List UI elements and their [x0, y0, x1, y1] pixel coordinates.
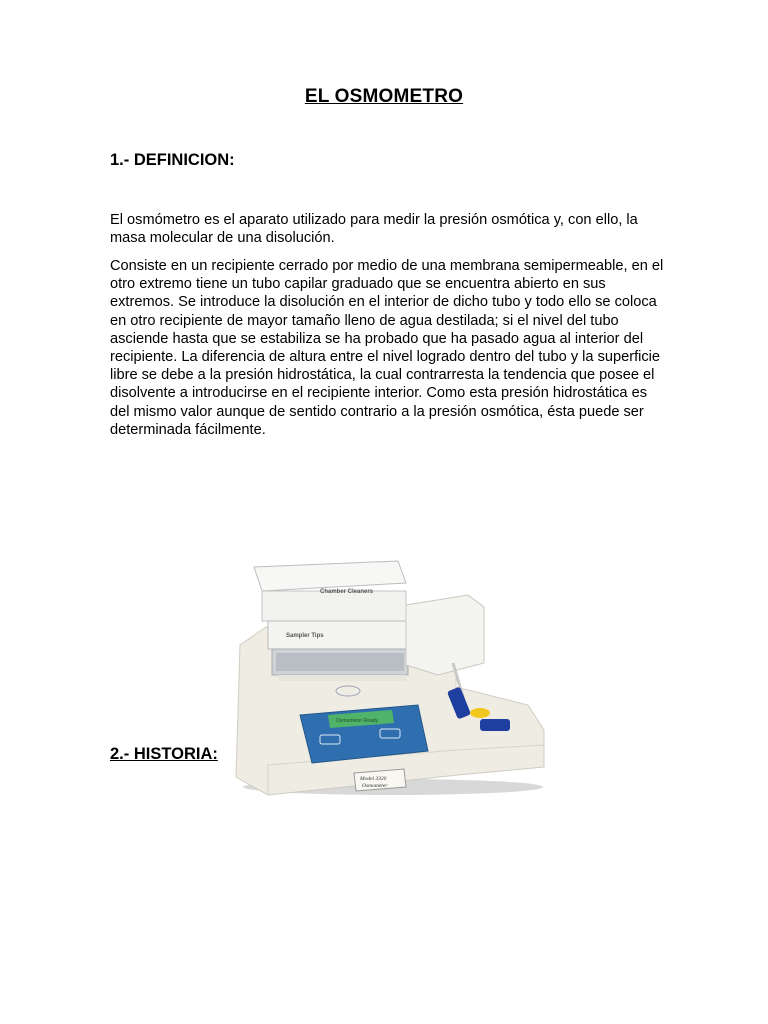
osmometer-photo — [228, 555, 548, 800]
sample-cap — [406, 595, 484, 675]
tray-top — [254, 561, 406, 591]
osmometer-illustration — [228, 555, 548, 800]
paragraph-definition: El osmómetro es el aparato utilizado para medir la presión osmótica y, con ello, la masa molecular de una disolución. — [110, 212, 638, 247]
sampler-label: Sampler Tips — [286, 633, 324, 639]
paragraph-description: Consiste en un recipiente cerrado por medio de una membrana semipermeable, en el otro extremo tiene un tubo capilar graduado que se encuentra abierto en sus extremos. Se introduce la disolución en el interior de dicho tubo y todo ello se coloca en otro recipiente de mayor tamaño lleno de agua destilada; si el nivel del tubo asciende hasta que se estabiliza se ha probado que ha pasado agua al interior del recipiente. La diferencia de altura entre el nivel logrado dentro del tubo y la superficie libre se debe a la presión hidrostática, la cual contrarresta la tendencia que posee el disolvente a introducirse en el recipiente interior. Como esta presión hidrostática es del mismo valor aunque de sentido contrario a la presión osmótica, ésta puede ser determinada fácilmente. — [110, 258, 664, 438]
pipette-ring — [470, 708, 490, 718]
display-text: Osmometer Ready — [336, 718, 378, 724]
document-title: EL OSMOMETRO — [304, 86, 464, 107]
model-line1: Model 3320 — [360, 776, 387, 782]
chamber-label: Chamber Cleaners — [320, 589, 374, 595]
model-line2: Osmometer — [362, 783, 388, 789]
section-heading-definicion: 1.- DEFINICION: — [110, 151, 235, 169]
section-heading-historia: 2.- HISTORIA: — [110, 745, 218, 763]
